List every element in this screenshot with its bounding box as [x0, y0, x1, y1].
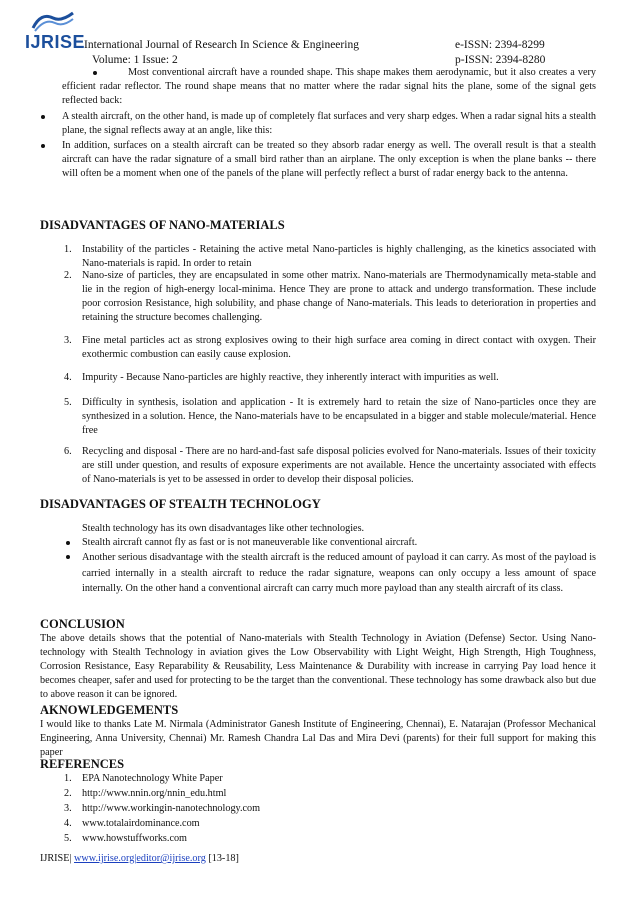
- nano-item-number: 3.: [64, 335, 72, 346]
- stealth-heading: DISADVANTAGES OF STEALTH TECHNOLOGY: [40, 497, 321, 511]
- reference-number: 5.: [64, 833, 72, 844]
- stealth-dis-item-text: Another serious disadvantage with the stealth aircraft is the reduced amount of payload it can carry. As most of the payload is carried internally in a stealth aircraft to reduce the radar signature, weapons can only occupy a less amount of space internally. On the other hand a conventional aircraft can carry much more payload than any stealth aircraft of its class.: [82, 552, 596, 595]
- stealth-intro: Stealth technology has its own disadvantages like other technologies.: [82, 523, 365, 534]
- bullet-icon: [41, 144, 45, 148]
- footer-link[interactable]: www.ijrise.org|editor@ijrise.org: [74, 853, 206, 864]
- volume-issue: Volume: 1 Issue: 2: [92, 54, 178, 66]
- reference-item: [64, 832, 187, 846]
- wave-logo-icon: [31, 10, 75, 32]
- nano-item-text: Difficulty in synthesis, isolation and application - It is extremely hard to retain the size of Nano-particles once they are synthesized in a solution. Hence, the Nano-materials have to be encapsulated in a bigger and stable molecule/material. Hence free: [82, 397, 596, 436]
- reference-number: 4.: [64, 818, 72, 829]
- nano-item-number: 6.: [64, 446, 72, 457]
- page-range: [13-18]: [208, 853, 239, 864]
- nano-item-text: Nano-size of particles, they are encapsulated in some other matrix. Nano-materials are Thermodynamically meta-stable and lie in the region of high-energy local-minima. Hence They are prone to attack and undergo transformation. These include poor corrosion Resistance, high solubility, and phase change of Nano-materials. This leads to deterioration in properties and retaining the structure becomes challenging.: [82, 270, 596, 323]
- nano-item: [64, 243, 596, 271]
- nano-item: [64, 334, 596, 362]
- reference-text: http://www.nnin.org/nnin_edu.html: [82, 788, 227, 799]
- nano-item-text: Impurity - Because Nano-particles are highly reactive, they inherently interact with impurities as well.: [82, 372, 499, 383]
- bullet-icon: [66, 555, 70, 559]
- nano-item: [64, 445, 596, 487]
- footer: [40, 852, 239, 866]
- nano-item-number: 2.: [64, 270, 72, 281]
- bullet-icon: [41, 115, 45, 119]
- bullet-icon: [93, 71, 97, 75]
- stealth-point-1-text: Most conventional aircraft have a rounded shape. This shape makes them aerodynamic, but it also creates a very efficient radar reflector. The round shape means that no matter where the radar signal hits the plane, some of the signal gets reflected back:: [62, 67, 596, 106]
- reference-number: 1.: [64, 773, 72, 784]
- stealth-dis-item-2: [82, 550, 596, 597]
- nano-item: [64, 269, 596, 325]
- reference-item: [64, 802, 261, 816]
- reference-number: 3.: [64, 803, 72, 814]
- reference-item: [64, 817, 200, 831]
- nano-item: [64, 371, 596, 385]
- nano-item-text: Recycling and disposal - There are no hard-and-fast safe disposal policies evolved for Nano-materials. Issues of their toxicity are still under question, and results of exposure experiments are not available. Hence the uncertainty associated with effects of Nano-materials is yet to be assessed in order to develop their disposal policies.: [82, 446, 596, 485]
- stealth-dis-item-text: Stealth aircraft cannot fly as fast or is not maneuverable like conventional aircraft.: [82, 537, 418, 548]
- reference-text: www.totalairdominance.com: [82, 818, 200, 829]
- logo-text: IJRISE: [25, 32, 86, 52]
- conclusion-heading: CONCLUSION: [40, 617, 125, 631]
- reference-text: www.howstuffworks.com: [82, 833, 187, 844]
- reference-number: 2.: [64, 788, 72, 799]
- journal-title: International Journal of Research In Science & Engineering: [84, 39, 359, 51]
- ack-heading: AKNOWLEDGEMENTS: [40, 703, 179, 717]
- nano-item: [64, 396, 596, 438]
- reference-item: [64, 787, 227, 801]
- footer-prefix: IJRISE|: [40, 853, 72, 864]
- nano-item-number: 4.: [64, 372, 72, 383]
- conclusion-text: The above details shows that the potential of Nano-materials with Stealth Technology in Aviation (Defense) Sector. Using Nano-technology with Stealth Technology in aviation gives the Low Observability with Light Weight, High Strength, High Toughness, Corrosion Resistance, Easy Reparability & Reusability, Less Maintenance & Durability with increase in carrying Pay load hence it becomes cheaper, safer and used for protecting to be the target than the conventional. These technology has some drawback also but due to above reason it can be ignored.: [40, 633, 596, 700]
- stealth-point-3: [62, 139, 596, 181]
- stealth-dis-item-1: [82, 536, 596, 550]
- stealth-point-1: [62, 66, 596, 108]
- nano-item-number: 5.: [64, 397, 72, 408]
- reference-text: EPA Nanotechnology White Paper: [82, 773, 223, 784]
- stealth-point-3-text: In addition, surfaces on a stealth aircraft can be treated so they absorb radar energy as well. The overall result is that a stealth aircraft can have the radar signature of a small bird rather than an airplane. The only exception is when the plane banks -- there will often be a moment when one of the panels of the plane will perfectly reflect a burst of radar energy back to the antenna.: [62, 140, 596, 179]
- nano-item-text: Instability of the particles - Retaining the active metal Nano-particles is highly challenging, as the kinetics associated with Nano-materials is rapid. In order to retain: [82, 244, 596, 269]
- reference-text: http://www.workingin-nanotechnology.com: [82, 803, 261, 814]
- bullet-icon: [66, 541, 70, 545]
- references-heading: REFERENCES: [40, 757, 125, 771]
- stealth-point-2: [62, 110, 596, 138]
- reference-item: [64, 772, 223, 786]
- pissn: p-ISSN: 2394-8280: [455, 54, 546, 66]
- nano-item-number: 1.: [64, 244, 72, 255]
- journal-logo: [25, 10, 86, 54]
- stealth-point-2-text: A stealth aircraft, on the other hand, is made up of completely flat surfaces and very sharp edges. When a radar signal hits a stealth plane, the signal reflects away at an angle, like this:: [62, 111, 596, 136]
- nano-item-text: Fine metal particles act as strong explosives owing to their high surface area coming in direct contact with oxygen. Their exothermic combustion can easily cause explosion.: [82, 335, 596, 360]
- nano-heading: DISADVANTAGES OF NANO-MATERIALS: [40, 218, 285, 232]
- eissn: e-ISSN: 2394-8299: [455, 39, 545, 51]
- ack-text: I would like to thanks Late M. Nirmala (Administrator Ganesh Institute of Engineering, Chennai), E. Natarajan (Professor Mechanical Engineering, Anna University, Chennai) Mr. Ramesh Chandra Lal Das and Mira Devi (parents) for their full support for making this paper: [40, 719, 596, 758]
